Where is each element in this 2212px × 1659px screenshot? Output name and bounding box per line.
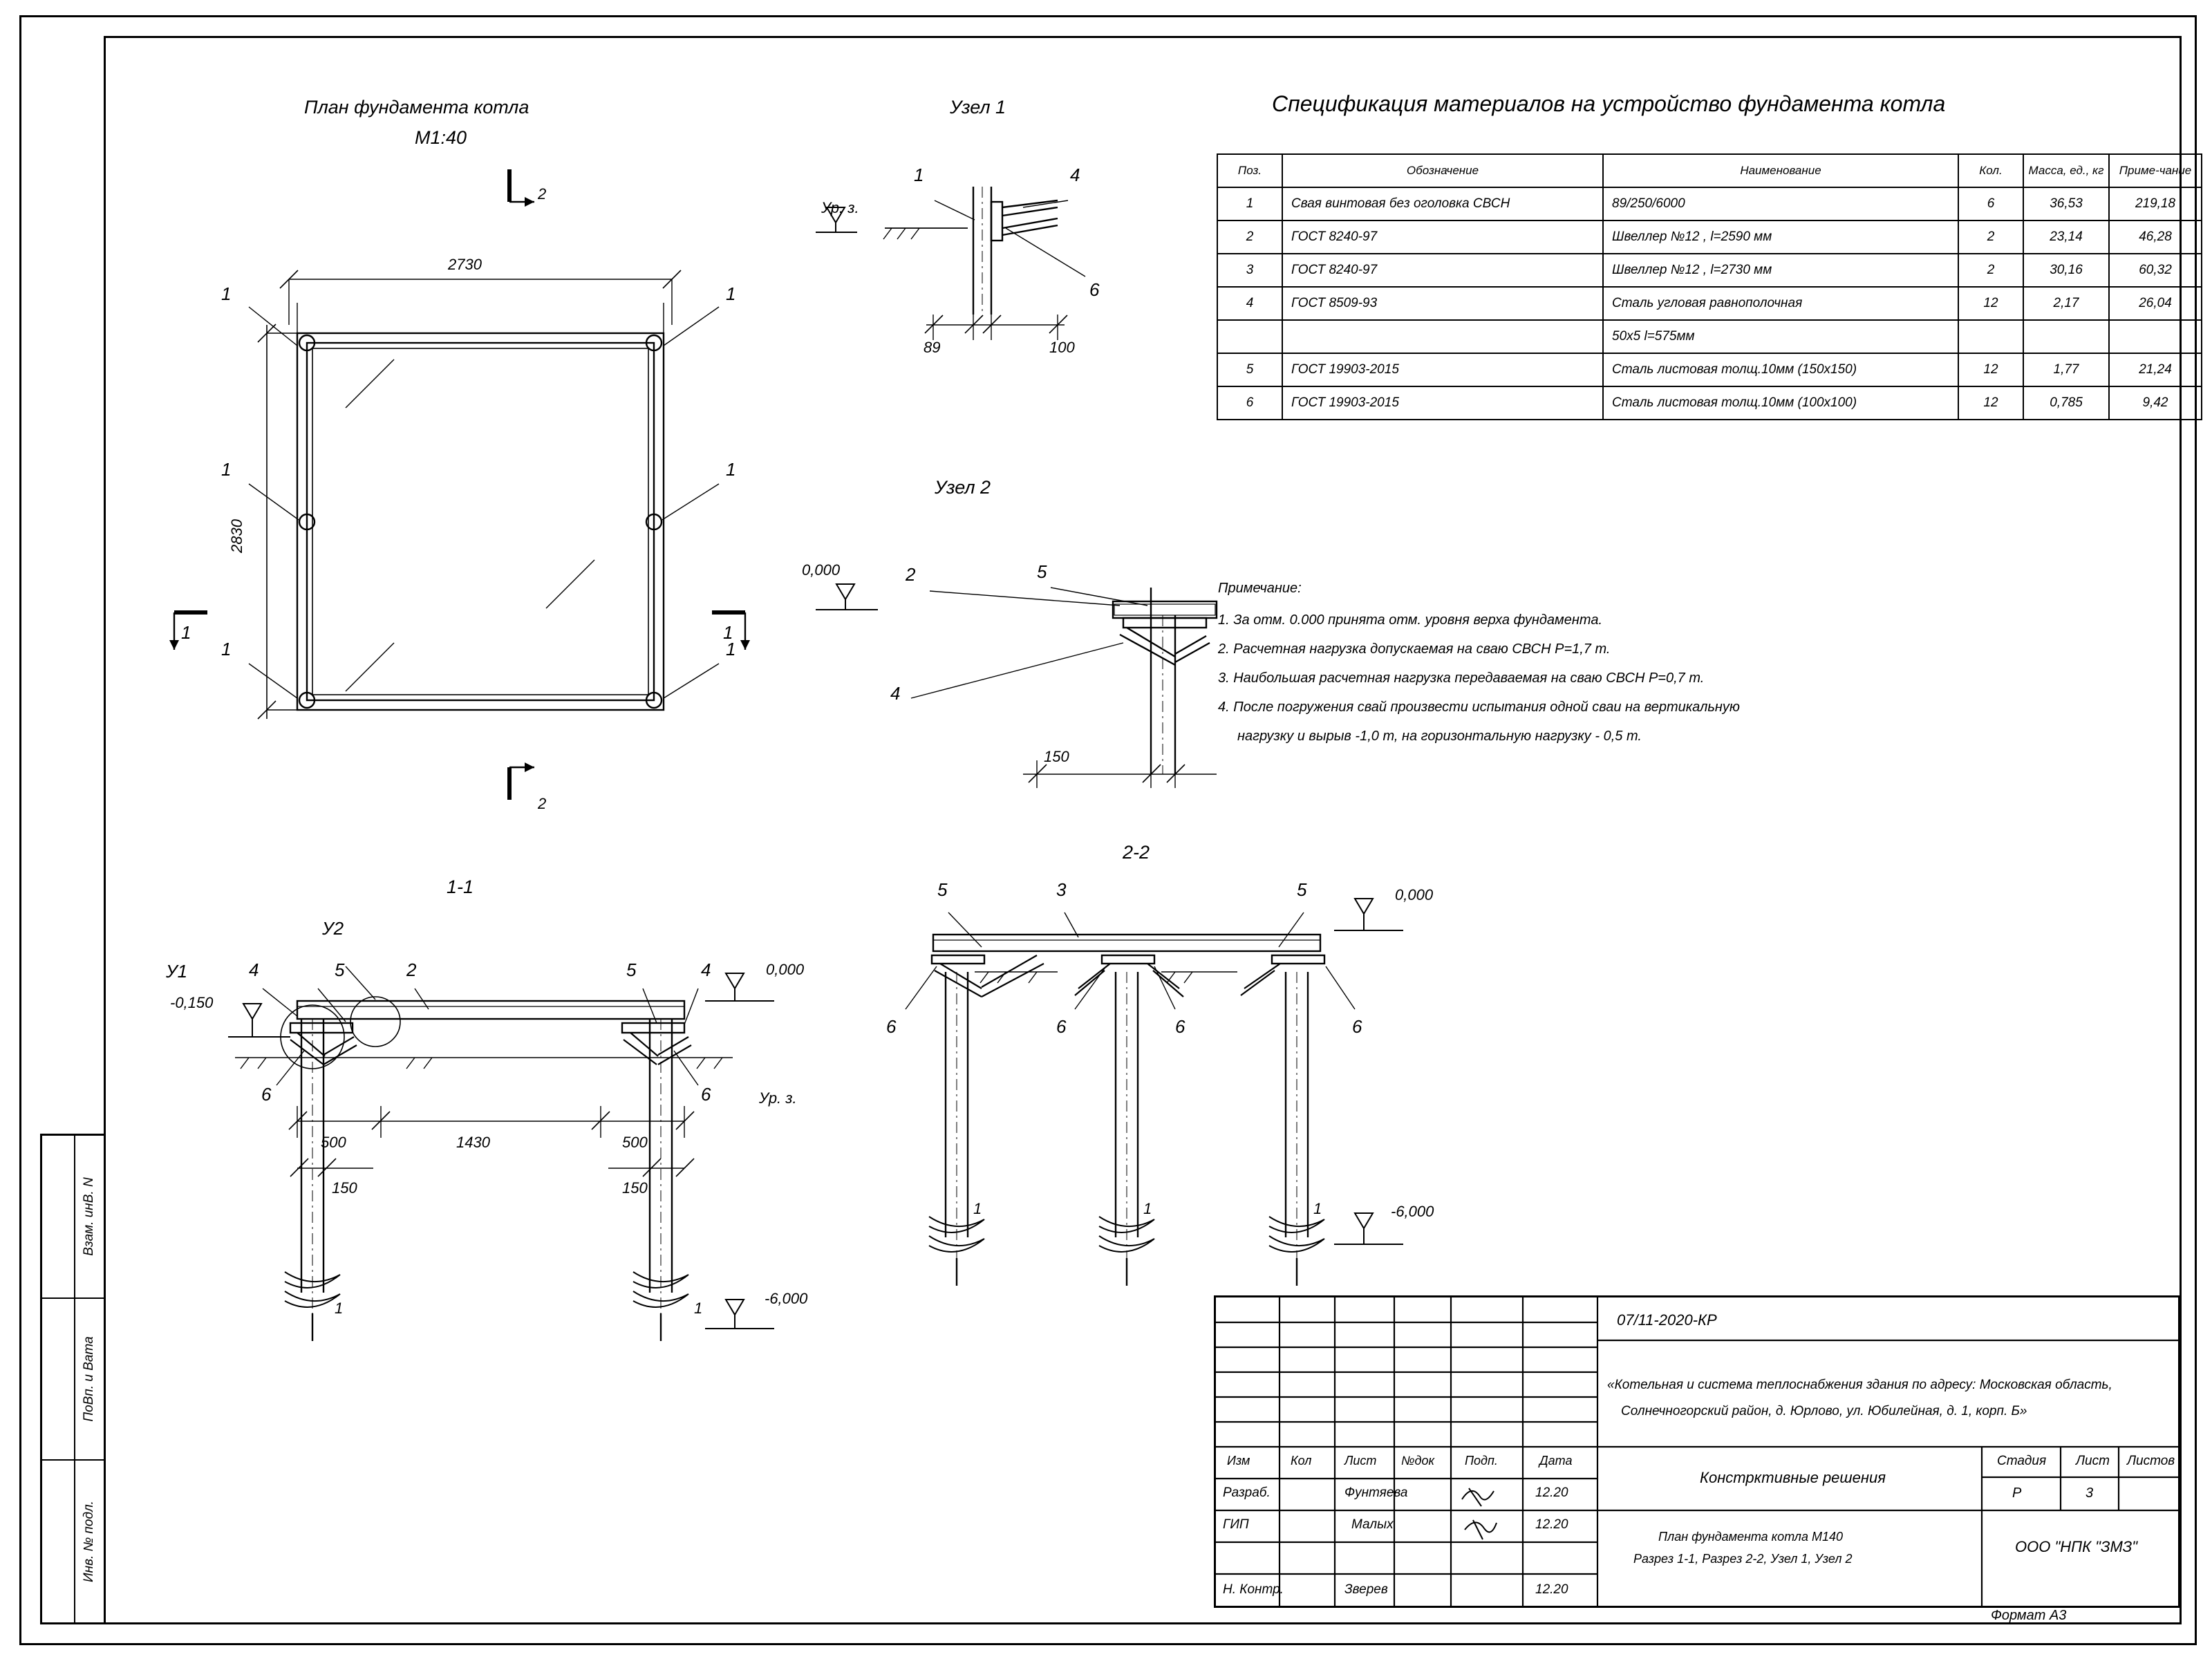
plan-title: План фундамента котла bbox=[304, 97, 529, 118]
company-name: ООО "НПК "ЗМЗ" bbox=[2015, 1538, 2138, 1555]
stamp-cell-1 bbox=[42, 1297, 106, 1459]
s22-label-6a: 6 bbox=[886, 1016, 897, 1037]
s11-dim-500b: 500 bbox=[622, 1134, 648, 1151]
tb-col-izm: Изм bbox=[1227, 1454, 1250, 1468]
s22-label-5b: 5 bbox=[1297, 879, 1307, 900]
spec-cell-mass: 2,17 bbox=[2023, 287, 2109, 320]
sheet-content-2: Разрез 1-1, Разрез 2-2, Узел 1, Узел 2 bbox=[1633, 1552, 1853, 1566]
spec-header-mass: Масса, ед., кг bbox=[2023, 154, 2109, 187]
left-stamp-column bbox=[40, 1134, 106, 1624]
spec-table bbox=[1217, 153, 2202, 420]
spec-cell-mass bbox=[2023, 320, 2109, 353]
s11-label-5a: 5 bbox=[335, 959, 345, 980]
s11-label-2: 2 bbox=[406, 959, 417, 980]
spec-header-name: Наименование bbox=[1603, 154, 1958, 187]
spec-cell-mass: 36,53 bbox=[2023, 187, 2109, 221]
node1-dim-100: 100 bbox=[1049, 339, 1075, 356]
node1-level-label: Ур. з. bbox=[821, 199, 859, 216]
s11-level-minus150: -0,150 bbox=[170, 994, 214, 1011]
spec-cell-mass: 23,14 bbox=[2023, 221, 2109, 254]
spec-cell-qty: 2 bbox=[1958, 254, 2023, 287]
s11-pile-mark-a: 1 bbox=[335, 1300, 344, 1317]
s22-label-3: 3 bbox=[1056, 879, 1067, 900]
s22-label-6d: 6 bbox=[1352, 1016, 1362, 1037]
section11-title: 1-1 bbox=[447, 877, 474, 897]
plan-mark-1b: 1 bbox=[726, 283, 736, 304]
tb-col-ndok: №док bbox=[1401, 1454, 1434, 1468]
spec-cell-desig: ГОСТ 8240-97 bbox=[1282, 221, 1603, 254]
spec-cell-note: 60,32 bbox=[2109, 254, 2202, 287]
node2-title: Узел 2 bbox=[935, 477, 991, 498]
project-code: 07/11-2020-КР bbox=[1617, 1311, 1717, 1329]
sheet-content-1: План фундамента котла М140 bbox=[1658, 1530, 1843, 1544]
table-row bbox=[1217, 353, 2202, 386]
stamp-cell-0 bbox=[42, 1136, 106, 1297]
stamp-label-0: Взам. инВ. N bbox=[82, 1177, 96, 1256]
table-row bbox=[1217, 287, 2202, 320]
s11-level-000: 0,000 bbox=[766, 961, 805, 978]
spec-cell-qty: 6 bbox=[1958, 187, 2023, 221]
tb-name-3: Зверев bbox=[1344, 1582, 1388, 1597]
stamp-label-2: Инв. № подл. bbox=[82, 1501, 96, 1582]
spec-cell-pos: 4 bbox=[1217, 287, 1282, 320]
s22-pile-mark-a: 1 bbox=[973, 1200, 982, 1217]
stage-value-1: 3 bbox=[2086, 1485, 2094, 1501]
tb-col-list: Лист bbox=[1344, 1454, 1377, 1468]
tb-name-0: Фунтяева bbox=[1344, 1485, 1408, 1500]
signature-1 bbox=[1462, 1491, 1494, 1500]
section-mark-2-top: 2 bbox=[538, 185, 547, 203]
signature-2 bbox=[1465, 1522, 1497, 1532]
spec-cell-pos: 6 bbox=[1217, 386, 1282, 420]
s22-level-minus6000: -6,000 bbox=[1391, 1203, 1434, 1220]
spec-cell-pos: 2 bbox=[1217, 221, 1282, 254]
s11-dim-500a: 500 bbox=[321, 1134, 346, 1151]
spec-cell-note: 219,18 bbox=[2109, 187, 2202, 221]
s11-dim-150b: 150 bbox=[622, 1179, 648, 1197]
spec-cell-name: Сталь листовая толщ.10мм (100х100) bbox=[1603, 386, 1958, 420]
s22-pile-mark-b: 1 bbox=[1143, 1200, 1152, 1217]
plan-mark-1e: 1 bbox=[221, 639, 232, 659]
spec-cell-desig: Свая винтовая без оголовка СВСН bbox=[1282, 187, 1603, 221]
table-row bbox=[1217, 320, 2202, 353]
spec-cell-name: Сталь угловая равнополочная bbox=[1603, 287, 1958, 320]
plan-dim-top: 2730 bbox=[448, 256, 482, 273]
spec-cell-desig bbox=[1282, 320, 1603, 353]
s11-label-4a: 4 bbox=[249, 959, 259, 980]
note-item-4: 4. После погружения свай произвести испытания одной сваи на вертикальную bbox=[1218, 700, 1740, 715]
spec-cell-desig: ГОСТ 8240-97 bbox=[1282, 254, 1603, 287]
plan-scale: М1:40 bbox=[415, 127, 467, 148]
stage-value-0: Р bbox=[2012, 1485, 2022, 1501]
section-mark-2-bottom: 2 bbox=[538, 795, 547, 812]
spec-cell-desig: ГОСТ 8509-93 bbox=[1282, 287, 1603, 320]
spec-cell-name: 89/250/6000 bbox=[1603, 187, 1958, 221]
node1-pos-6: 6 bbox=[1089, 279, 1100, 300]
note-item-5: нагрузку и вырыв -1,0 т, на горизонтальную нагрузку - 0,5 т. bbox=[1237, 729, 1642, 744]
spec-cell-name: Швеллер №12 , l=2730 мм bbox=[1603, 254, 1958, 287]
spec-title: Спецификация материалов на устройство фундамента котла bbox=[1272, 91, 1946, 116]
spec-cell-qty: 12 bbox=[1958, 287, 2023, 320]
node1-title: Узел 1 bbox=[950, 97, 1006, 118]
spec-cell-qty bbox=[1958, 320, 2023, 353]
section-mark-1-left: 1 bbox=[181, 622, 191, 643]
note-item-2: 2. Расчетная нагрузка допускаемая на сваю СВСН Р=1,7 т. bbox=[1218, 641, 1611, 657]
spec-header-note: Приме-чание bbox=[2109, 154, 2202, 187]
plan-mark-1f: 1 bbox=[726, 639, 736, 659]
plan-mark-1c: 1 bbox=[221, 459, 232, 480]
spec-cell-name: Швеллер №12 , l=2590 мм bbox=[1603, 221, 1958, 254]
note-item-1: 1. За отм. 0.000 принята отм. уровня верха фундамента. bbox=[1218, 612, 1602, 628]
s11-level-minus6000: -6,000 bbox=[765, 1290, 808, 1307]
section22-title: 2-2 bbox=[1123, 842, 1150, 863]
section-mark-1-right: 1 bbox=[723, 622, 733, 643]
spec-cell-note: 9,42 bbox=[2109, 386, 2202, 420]
spec-cell-pos: 1 bbox=[1217, 187, 1282, 221]
node2-pos-5: 5 bbox=[1037, 561, 1047, 582]
spec-cell-qty: 12 bbox=[1958, 386, 2023, 420]
spec-cell-note: 21,24 bbox=[2109, 353, 2202, 386]
spec-header-desig: Обозначение bbox=[1282, 154, 1603, 187]
plan-dim-left: 2830 bbox=[228, 519, 245, 553]
spec-cell-mass: 30,16 bbox=[2023, 254, 2109, 287]
spec-cell-qty: 12 bbox=[1958, 353, 2023, 386]
s22-label-6c: 6 bbox=[1175, 1016, 1185, 1037]
s11-label-6b: 6 bbox=[701, 1084, 711, 1105]
object-line-1: «Котельная и система теплоснабжения здания по адресу: Московская область, bbox=[1607, 1378, 2112, 1392]
tb-date-1: 12.20 bbox=[1535, 1517, 1568, 1532]
stamp-cell-2 bbox=[42, 1459, 106, 1622]
tb-date-3: 12.20 bbox=[1535, 1582, 1568, 1597]
tb-role-3: Н. Контр. bbox=[1223, 1582, 1284, 1597]
note-item-3: 3. Наибольшая расчетная нагрузка передаваемая на сваю СВСН Р=0,7 т. bbox=[1218, 671, 1705, 686]
stage-header-1: Лист bbox=[2076, 1454, 2110, 1468]
node1-pos-4: 4 bbox=[1070, 165, 1080, 185]
spec-header-row bbox=[1217, 154, 2202, 187]
table-row bbox=[1217, 386, 2202, 420]
s22-pile-mark-c: 1 bbox=[1313, 1200, 1322, 1217]
spec-cell-pos: 3 bbox=[1217, 254, 1282, 287]
tb-role-1: ГИП bbox=[1223, 1517, 1249, 1532]
stamp-label-1: ПоВп. и Вата bbox=[82, 1336, 96, 1422]
node1-pos-1: 1 bbox=[914, 165, 924, 185]
node1-dim-89: 89 bbox=[924, 339, 941, 356]
tb-name-1: Малых bbox=[1351, 1517, 1394, 1532]
spec-cell-pos bbox=[1217, 320, 1282, 353]
stage-header-2: Листов bbox=[2127, 1454, 2175, 1468]
spec-cell-desig: ГОСТ 19903-2015 bbox=[1282, 353, 1603, 386]
spec-cell-mass: 1,77 bbox=[2023, 353, 2109, 386]
table-row bbox=[1217, 187, 2202, 221]
s11-pile-mark-b: 1 bbox=[694, 1300, 703, 1317]
tb-role-0: Разраб. bbox=[1223, 1485, 1271, 1500]
s11-label-5b: 5 bbox=[626, 959, 637, 980]
spec-cell-note bbox=[2109, 320, 2202, 353]
s11-label-u1: У1 bbox=[166, 961, 188, 982]
tb-col-data: Дата bbox=[1539, 1454, 1573, 1468]
s11-label-u2: У2 bbox=[322, 918, 344, 939]
s22-level-000: 0,000 bbox=[1395, 886, 1434, 903]
s22-label-6b: 6 bbox=[1056, 1016, 1067, 1037]
spec-cell-name: 50x5 l=575мм bbox=[1603, 320, 1958, 353]
stage-title: Констрктивные решения bbox=[1700, 1469, 1886, 1486]
tb-col-podp: Подп. bbox=[1465, 1454, 1498, 1468]
s11-label-4b: 4 bbox=[701, 959, 711, 980]
notes-title: Примечание: bbox=[1218, 581, 1302, 596]
spec-cell-mass: 0,785 bbox=[2023, 386, 2109, 420]
plan-mark-1d: 1 bbox=[726, 459, 736, 480]
plan-mark-1a: 1 bbox=[221, 283, 232, 304]
s11-dim-150a: 150 bbox=[332, 1179, 357, 1197]
table-row bbox=[1217, 254, 2202, 287]
node2-pos-4: 4 bbox=[890, 683, 901, 704]
object-line-2: Солнечногорский район, д. Юрлово, ул. Юбилейная, д. 1, корп. Б» bbox=[1621, 1404, 2027, 1418]
spec-cell-qty: 2 bbox=[1958, 221, 2023, 254]
tb-date-0: 12.20 bbox=[1535, 1485, 1568, 1500]
table-row bbox=[1217, 221, 2202, 254]
s11-label-6a: 6 bbox=[261, 1084, 272, 1105]
spec-header-qty: Кол. bbox=[1958, 154, 2023, 187]
s22-label-5a: 5 bbox=[937, 879, 948, 900]
spec-cell-note: 26,04 bbox=[2109, 287, 2202, 320]
spec-header-pos: Поз. bbox=[1217, 154, 1282, 187]
s11-dim-1430: 1430 bbox=[456, 1134, 490, 1151]
stage-header-0: Стадия bbox=[1997, 1454, 2047, 1468]
s11-level-ground: Ур. з. bbox=[759, 1089, 797, 1107]
spec-cell-name: Сталь листовая толщ.10мм (150х150) bbox=[1603, 353, 1958, 386]
node2-level: 0,000 bbox=[802, 561, 841, 579]
tb-col-kol: Кол bbox=[1291, 1454, 1312, 1468]
node2-pos-2: 2 bbox=[906, 564, 916, 585]
spec-cell-note: 46,28 bbox=[2109, 221, 2202, 254]
node2-dim-150: 150 bbox=[1044, 748, 1069, 765]
spec-cell-desig: ГОСТ 19903-2015 bbox=[1282, 386, 1603, 420]
title-block bbox=[1214, 1295, 2180, 1608]
spec-cell-pos: 5 bbox=[1217, 353, 1282, 386]
format-label: Формат А3 bbox=[1991, 1608, 2067, 1623]
